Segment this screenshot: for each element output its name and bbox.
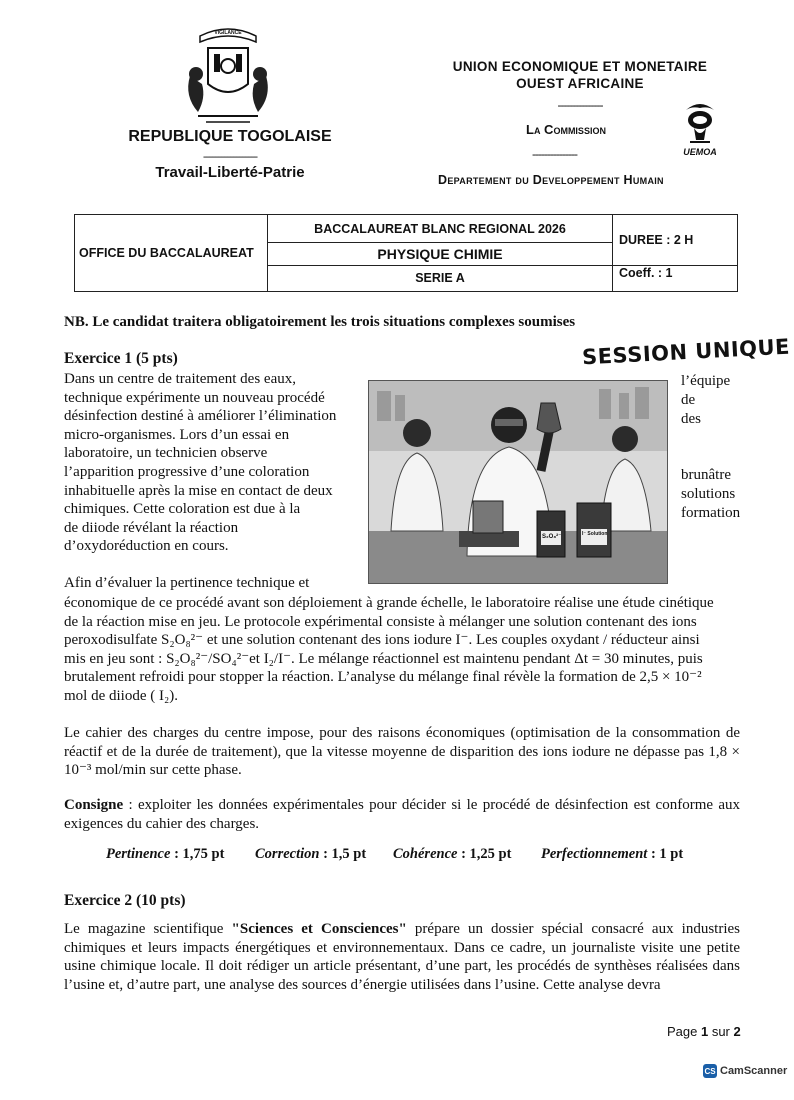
page-current: 1 xyxy=(700,1024,709,1039)
rubric-value: : 1 pt xyxy=(647,846,684,862)
text-line: micro-organismes. Lors d’un essai en xyxy=(64,426,290,443)
right-word: l’équipe xyxy=(681,373,731,389)
national-motto: Travail-Liberté-Patrie xyxy=(155,164,305,181)
uemoa-logo-text: UEMOA xyxy=(683,147,717,157)
rubric-value: : 1,5 pt xyxy=(319,846,367,862)
beaker-label: S₂O₈²⁻ xyxy=(542,534,562,540)
page-prefix: Page xyxy=(667,1024,701,1039)
exercise-2-text: prépare un dossier spécial consacré aux industries chimiques et leurs impacts énergétiques et environnementaux. Dans ce cadre, un journaliste visite une petite usine chimique locale. Il doit rédiger un article présentant, d’une part, les procédés de synthèses réalisées dans l’usine et, d’autre part, une analyse des sources d’énergie utilisées dans l’usine. Cette analyse devra xyxy=(64,921,740,993)
right-word: de xyxy=(681,392,696,408)
text-line: l’apparition progressive d’une coloration xyxy=(64,463,310,480)
camscanner-label: CamScanner xyxy=(720,1065,788,1077)
exercise-2-title: Exercice 2 (10 pts) xyxy=(64,892,186,909)
right-word: des xyxy=(681,411,701,427)
coeff-cell: Coeff. : 1 xyxy=(613,265,738,291)
bottle-label: I⁻ Solution xyxy=(582,531,608,537)
rubric-label: Correction xyxy=(255,846,320,862)
country-name: REPUBLIQUE TOGOLAISE xyxy=(128,128,332,145)
text-line: chimiques. Cette coloration est due à la xyxy=(64,501,301,518)
consigne-label: Consigne xyxy=(64,797,124,813)
separator: --------------- xyxy=(557,98,603,112)
text-line: brutalement refroidi pour stopper la réaction. L’analyse du mélange final révèle la formation de 2,5 × 10⁻² xyxy=(64,669,702,686)
rubric-item xyxy=(255,846,366,863)
exercise-2-lead: Le magazine scientifique xyxy=(64,921,232,937)
rubric-label: Cohérence xyxy=(393,846,458,862)
text-line: de la réaction mise en jeu. Le protocole expérimental consiste à mélanger une solution contenant des ions xyxy=(64,613,697,630)
commission-label: La Commission xyxy=(526,122,606,137)
text-line: mol de diiode ( I₂). xyxy=(64,687,178,704)
camscanner-watermark xyxy=(703,1064,787,1078)
text-line: de diiode révélant la réaction xyxy=(64,519,239,536)
exam-title-cell: BACCALAUREAT BLANC REGIONAL 2026 xyxy=(268,215,613,243)
right-word: solutions xyxy=(681,486,736,502)
page-number xyxy=(667,1024,741,1039)
right-word: brunâtre xyxy=(681,467,731,483)
text-line: technique expérimente un nouveau procédé xyxy=(64,389,325,406)
right-word: formation xyxy=(681,505,741,521)
rubric-value: : 1,25 pt xyxy=(457,846,512,862)
text-line: mis en jeu sont : S₂O₈²⁻/SO₄²⁻et I₂/I⁻. Le mélange réactionnel est maintenu pendant Δt = 30 minutes, puis xyxy=(64,650,703,667)
coat-of-arms-icon xyxy=(180,26,276,126)
magazine-name: "Sciences et Consciences" xyxy=(231,921,407,937)
text-line: désinfection destiné à améliorer l’élimination xyxy=(64,408,337,425)
page-mid: sur xyxy=(708,1024,734,1039)
lab-illustration xyxy=(368,380,668,584)
department-label: Departement du Developpement Humain xyxy=(438,173,664,187)
exercise-2-paragraph xyxy=(64,920,740,994)
exercise-1-left-column xyxy=(64,370,364,556)
rubric-value: : 1,75 pt xyxy=(170,846,225,862)
paragraph-2 xyxy=(64,594,740,706)
series-cell: SERIE A xyxy=(268,265,613,291)
exercise-1-title: Exercice 1 (5 pts) xyxy=(64,350,178,367)
session-stamp: SESSION UNIQUE xyxy=(581,334,791,370)
rubric-item xyxy=(541,846,683,863)
consigne-text: : exploiter les données expérimentales pour décider si le procédé de désinfection est conforme aux exigences du cahier des charges. xyxy=(64,797,740,832)
camscanner-icon: CS xyxy=(703,1064,717,1078)
page-total: 2 xyxy=(733,1024,741,1039)
nb-instruction: NB. Le candidat traitera obligatoirement les trois situations complexes soumises xyxy=(64,314,576,330)
rubric-item xyxy=(106,846,224,863)
union-line-2: OUEST AFRICAINE xyxy=(516,76,644,91)
header-left xyxy=(100,128,360,181)
duration-cell: DUREE : 2 H xyxy=(613,215,738,266)
text-line: économique de ce procédé avant son déploiement à grande échelle, le laboratoire réalise une étude cinétique xyxy=(64,595,714,611)
separator: ------------------ xyxy=(203,149,257,163)
separator-2: --------------- xyxy=(532,147,577,161)
rubric-label: Pertinence xyxy=(106,846,171,862)
text-line: d’oxydoréduction en cours. xyxy=(64,538,229,555)
lab-scene-icon xyxy=(369,381,667,583)
exam-info-table xyxy=(74,214,738,292)
coat-of-arms xyxy=(180,26,276,126)
rubric-label: Perfectionnement xyxy=(541,846,648,862)
union-line-1: UNION ECONOMIQUE ET MONETAIRE xyxy=(452,59,708,74)
office-cell: OFFICE DU BACCALAUREAT xyxy=(75,215,268,292)
subject-cell: PHYSIQUE CHIMIE xyxy=(268,243,613,265)
paragraph-2-lead: Afin d’évaluer la pertinence technique et xyxy=(64,575,310,591)
text-line: Dans un centre de traitement des eaux, xyxy=(64,371,296,387)
seal-text: VIGILANCE xyxy=(214,30,242,36)
text-line: inhabituelle après la mise en contact de deux xyxy=(64,482,333,499)
paragraph-3: Le cahier des charges du centre impose, pour des raisons économiques (optimisation de la consommation de réactif et de la durée de traitement), que la vitesse moyenne de disparition des ions iodure ne dépasse pas 1,8 × 10⁻³ mol/min sur cette phase. xyxy=(64,725,740,779)
text-line: peroxodisulfate S₂O₈²⁻ et une solution contenant des ions iodure I⁻. Les couples oxydant / réducteur ainsi xyxy=(64,632,700,649)
rubric-item xyxy=(393,846,511,863)
consigne xyxy=(64,796,740,833)
text-line: laboratoire, un technicien observe xyxy=(64,445,268,462)
